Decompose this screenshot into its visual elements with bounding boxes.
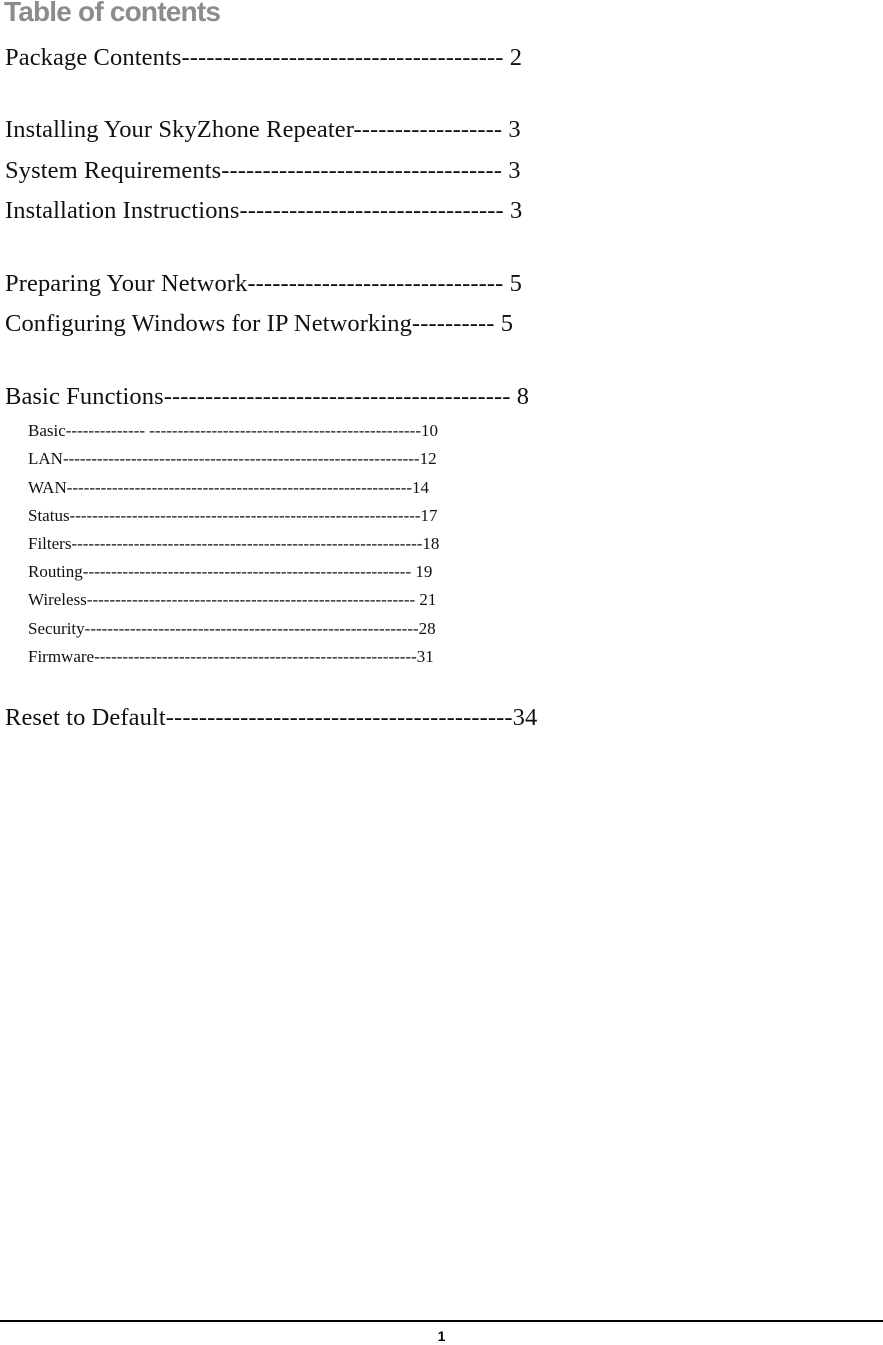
toc-subentry-lan[interactable]: LAN---------------------------------------------------------------12 (28, 449, 437, 468)
toc-subentry-routing[interactable]: Routing---------------------------------------------------------- 19 (28, 562, 433, 581)
toc-entry-system-requirements[interactable]: System Requirements---------------------------------- 3 (5, 157, 521, 184)
toc-entry-basic-functions[interactable]: Basic Functions------------------------------------------ 8 (5, 383, 530, 410)
page-number: 1 (437, 1328, 446, 1344)
toc-subentry-status[interactable]: Status--------------------------------------------------------------17 (28, 506, 438, 525)
toc-entry-installing-repeater[interactable]: Installing Your SkyZhone Repeater------------------ 3 (5, 116, 521, 143)
toc-subentry-filters[interactable]: Filters--------------------------------------------------------------18 (28, 534, 440, 553)
toc-subentry-security[interactable]: Security-----------------------------------------------------------28 (28, 619, 436, 638)
toc-subentry-firmware[interactable]: Firmware---------------------------------------------------------31 (28, 647, 434, 666)
toc-entry-reset-to-default[interactable]: Reset to Default------------------------------------------34 (5, 704, 538, 731)
toc-subentry-wan[interactable]: WAN-------------------------------------------------------------14 (28, 478, 430, 497)
page-title: Table of contents (4, 0, 221, 27)
toc-entry-configuring-windows[interactable]: Configuring Windows for IP Networking---------- 5 (5, 310, 514, 337)
toc-subentry-basic[interactable]: Basic-------------- ------------------------------------------------10 (28, 421, 439, 440)
toc-entry-installation-instructions[interactable]: Installation Instructions-------------------------------- 3 (5, 197, 523, 224)
footer-divider (0, 1320, 883, 1322)
toc-entry-preparing-network[interactable]: Preparing Your Network------------------------------- 5 (5, 270, 523, 297)
toc-entry-package-contents[interactable]: Package Contents--------------------------------------- 2 (5, 44, 523, 71)
toc-subentry-wireless[interactable]: Wireless---------------------------------------------------------- 21 (28, 590, 437, 609)
